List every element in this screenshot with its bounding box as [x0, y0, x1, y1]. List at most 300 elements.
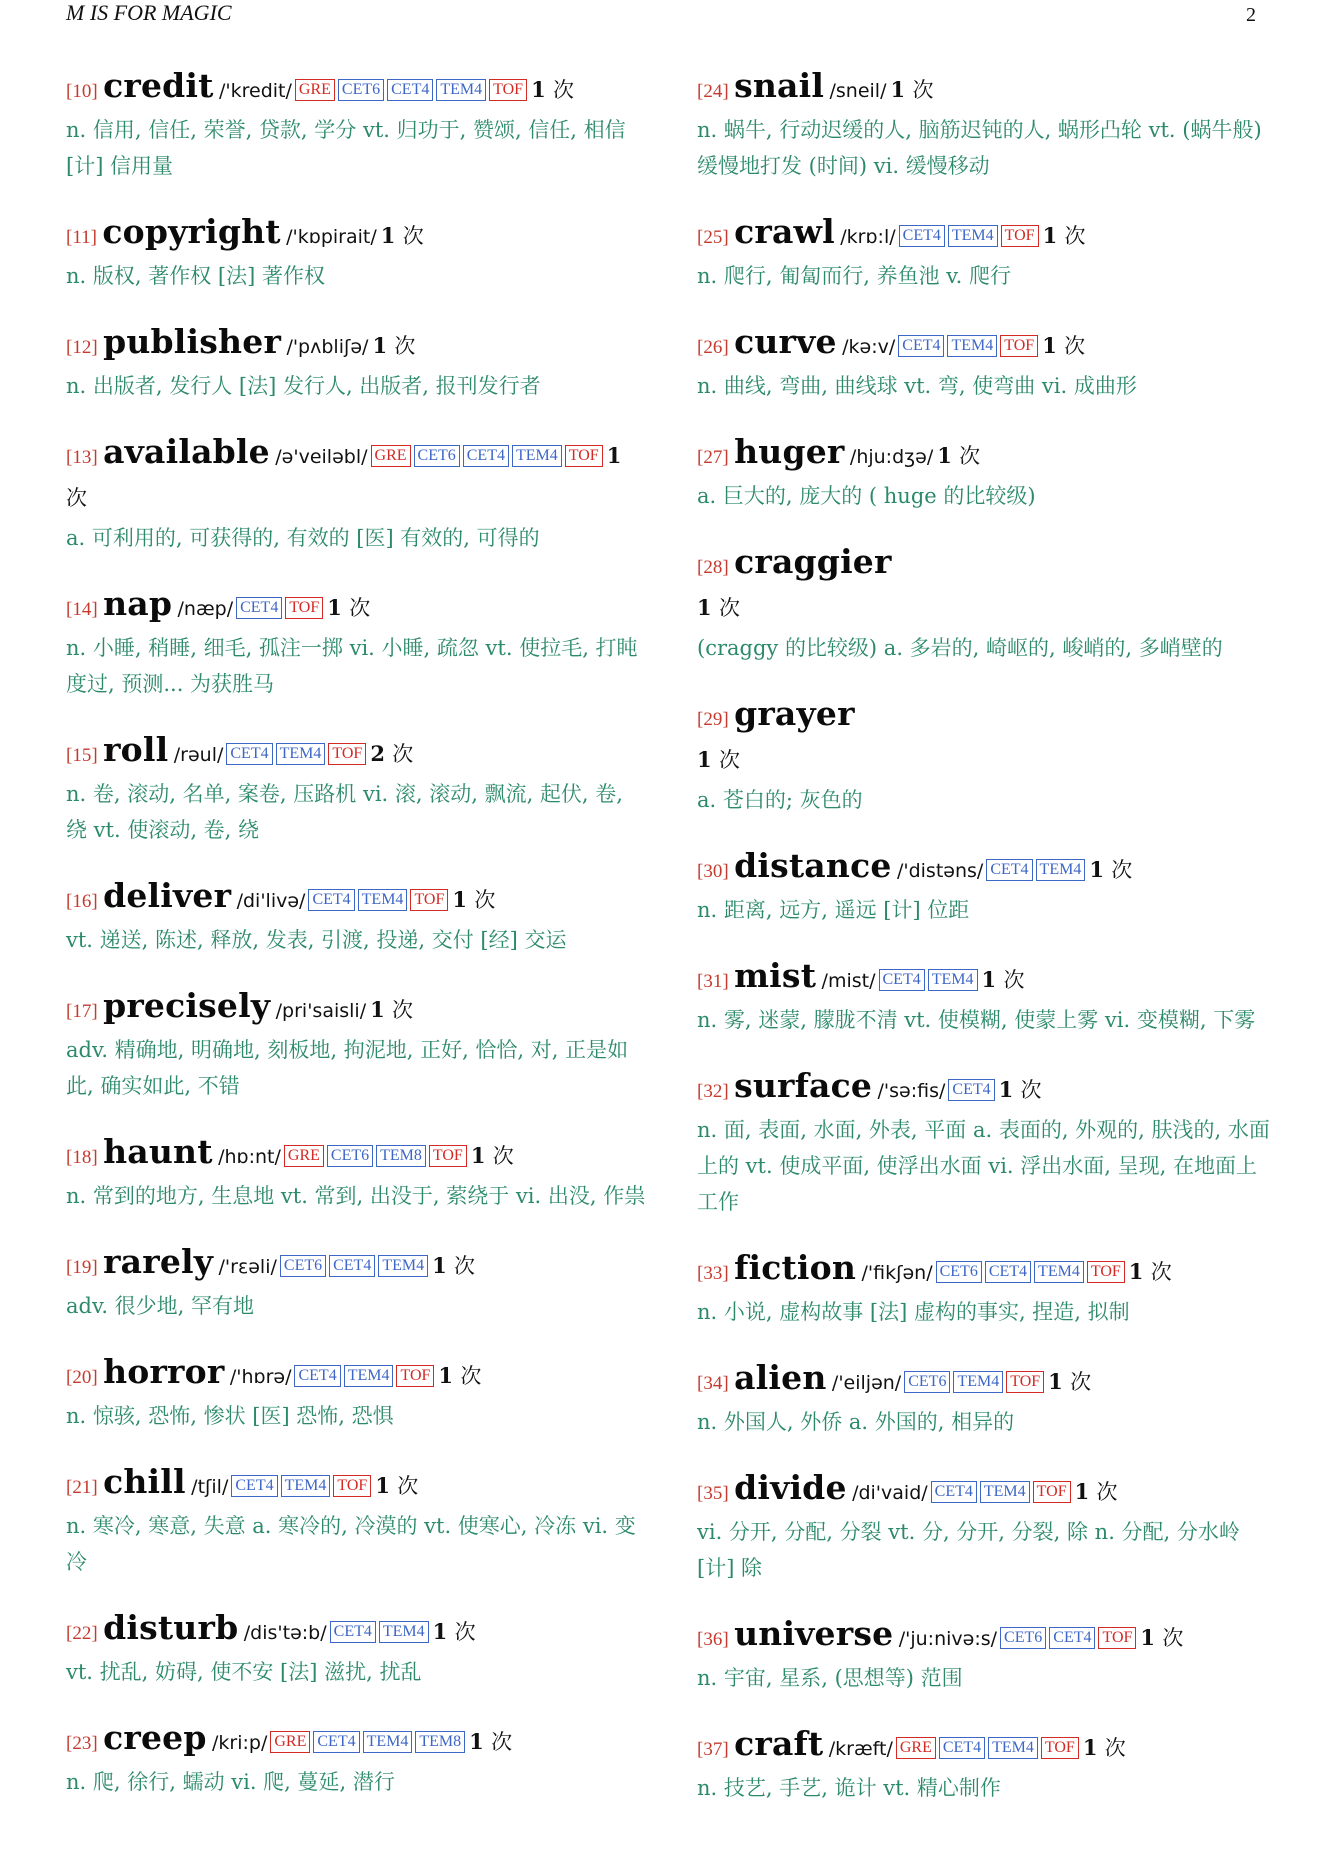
entry-number: [25]: [697, 227, 729, 248]
entry-number: [32]: [697, 1081, 729, 1102]
count-unit: 次: [492, 1144, 514, 1168]
count-value: 1: [937, 443, 952, 468]
phonetic: /'ju:nivə:s/: [898, 1628, 998, 1650]
definition: a. 巨大的, 庞大的 ( huge 的比较级): [697, 484, 1036, 508]
exam-tag: CET4: [898, 335, 944, 357]
entry-header: [66, 66, 646, 112]
definition: n. 版权, 著作权 [法] 著作权: [66, 264, 325, 288]
exam-tag: TEM4: [948, 225, 998, 247]
headword: creep: [103, 1718, 207, 1757]
exam-tag: CET4: [330, 1621, 376, 1643]
entry-header: [66, 730, 646, 776]
entry-header: [697, 1614, 1277, 1660]
entry-number: [30]: [697, 861, 729, 882]
entry-number: [14]: [66, 599, 98, 620]
exam-tag: CET4: [931, 1481, 977, 1503]
entry-header: [697, 66, 1277, 112]
vocab-entry: [697, 66, 1277, 184]
count-value: 2: [370, 741, 385, 766]
vocab-entry: [697, 1066, 1277, 1220]
vocab-entry: [66, 986, 646, 1104]
definition: a. 可利用的, 可获得的, 有效的 [医] 有效的, 可得的: [66, 526, 540, 550]
exam-tag: CET4: [948, 1079, 994, 1101]
entry-number: [10]: [66, 81, 98, 102]
definition: n. 曲线, 弯曲, 曲线球 vt. 弯, 使弯曲 vi. 成曲形: [697, 374, 1137, 398]
count-value: 1: [1140, 1625, 1156, 1650]
exam-tag: TEM4: [928, 969, 978, 991]
vocab-entry: [697, 1358, 1277, 1440]
headword: alien: [734, 1358, 827, 1397]
occurrence-count: [697, 747, 740, 772]
entry-header: [697, 432, 1277, 478]
definition: n. 宇宙, 星系, (思想等) 范围: [697, 1666, 963, 1690]
count-value: 1: [1089, 857, 1104, 882]
exam-tag: TEM4: [358, 889, 408, 911]
count-unit: 次: [912, 78, 934, 102]
entry-number: [16]: [66, 891, 98, 912]
occurrence-count: [438, 1363, 481, 1388]
count-value: 1: [1042, 223, 1058, 248]
occurrence-count: [1083, 1735, 1126, 1760]
count-unit: 次: [474, 888, 496, 912]
exam-tag: TEM4: [1034, 1261, 1084, 1283]
entry-number: [33]: [697, 1263, 729, 1284]
count-value: 1: [370, 997, 385, 1022]
count-value: 1: [1082, 1735, 1098, 1760]
entry-number: [28]: [697, 557, 729, 578]
vocab-entry: [66, 66, 646, 184]
vocab-entry: [66, 1352, 646, 1434]
occurrence-count: [433, 1619, 476, 1644]
headword: craft: [734, 1724, 824, 1763]
exam-tag: TEM4: [436, 79, 486, 101]
entry-header: [697, 1358, 1277, 1404]
occurrence-count: [531, 77, 574, 102]
vocab-entry: [66, 876, 646, 958]
count-unit: 次: [718, 596, 740, 620]
count-unit: 次: [392, 742, 414, 766]
definition: n. 爬, 徐行, 蠕动 vi. 爬, 蔓延, 潜行: [66, 1770, 395, 1794]
count-unit: 次: [718, 748, 740, 772]
definition: adv. 精确地, 明确地, 刻板地, 拘泥地, 正好, 恰恰, 对, 正是如此, 确实如此, 不错: [66, 1038, 629, 1098]
vocab-entry: [697, 1724, 1277, 1806]
phonetic: /'eiljən/: [831, 1372, 902, 1394]
headword: publisher: [103, 322, 282, 361]
count-unit: 次: [1150, 1260, 1172, 1284]
occurrence-count: [375, 1473, 418, 1498]
count-unit: 次: [460, 1364, 482, 1388]
count-value: 1: [470, 1143, 486, 1168]
headword: distance: [734, 846, 892, 885]
vocab-entry: [697, 846, 1277, 928]
page-title: M IS FOR MAGIC: [66, 0, 232, 25]
entry-header: [697, 1248, 1277, 1294]
exam-tag: CET4: [387, 79, 433, 101]
entry-number: [13]: [66, 447, 98, 468]
exam-tag: CET4: [899, 225, 945, 247]
occurrence-count: [1089, 857, 1132, 882]
phonetic: /'fikʃən/: [861, 1262, 933, 1284]
entry-number: [29]: [697, 709, 729, 730]
count-unit: 次: [1064, 334, 1086, 358]
vocab-entry: [697, 542, 1277, 666]
exam-tag: TEM4: [344, 1365, 394, 1387]
occurrence-count: [370, 997, 413, 1022]
exam-tag: TOF: [285, 597, 323, 619]
count-value: 1: [375, 1473, 390, 1498]
entry-header: [66, 1462, 646, 1508]
count-value: 1: [432, 1619, 448, 1644]
definition: n. 出版者, 发行人 [法] 发行人, 出版者, 报刊发行者: [66, 374, 541, 398]
count-value: 1: [981, 967, 997, 992]
exam-tag: TEM4: [276, 743, 326, 765]
count-unit: 次: [1020, 1078, 1042, 1102]
definition: vt. 递送, 陈述, 释放, 发表, 引渡, 投递, 交付 [经] 交运: [66, 928, 567, 952]
exam-tag: CET4: [313, 1731, 359, 1753]
count-unit: 次: [1104, 1736, 1126, 1760]
definition: a. 苍白的; 灰色的: [697, 788, 863, 812]
headword: divide: [734, 1468, 847, 1507]
phonetic: /hɒ:nt/: [218, 1146, 281, 1168]
vocab-entry: [66, 432, 646, 556]
entry-header: [66, 1352, 646, 1398]
exam-tag: CET6: [414, 445, 460, 467]
entry-header: [697, 542, 1277, 630]
phonetic: /'hɒrə/: [229, 1366, 292, 1388]
exam-tag: GRE: [371, 445, 411, 467]
definition: n. 惊骇, 恐怖, 惨状 [医] 恐怖, 恐惧: [66, 1404, 394, 1428]
page-header: [66, 0, 1256, 30]
exam-tag: CET4: [226, 743, 272, 765]
vocab-entry: [697, 956, 1277, 1038]
headword: chill: [103, 1462, 186, 1501]
exam-tag: TEM4: [988, 1737, 1038, 1759]
right-column: [697, 66, 1277, 1834]
vocab-entry: [697, 432, 1277, 514]
exam-tag: TEM4: [1036, 859, 1086, 881]
exam-tag: TOF: [429, 1145, 467, 1167]
phonetic: /dis'tə:b/: [243, 1622, 327, 1644]
count-unit: 次: [454, 1620, 476, 1644]
entry-number: [11]: [66, 227, 97, 248]
count-value: 1: [372, 333, 388, 358]
entry-number: [31]: [697, 971, 729, 992]
count-unit: 次: [66, 486, 87, 510]
definition: n. 距离, 远方, 遥远 [计] 位距: [697, 898, 970, 922]
occurrence-count: [381, 223, 424, 248]
exam-tag: GRE: [896, 1737, 936, 1759]
entry-number: [22]: [66, 1623, 98, 1644]
entry-number: [19]: [66, 1257, 98, 1278]
headword: precisely: [103, 986, 271, 1025]
definition: n. 常到的地方, 生息地 vt. 常到, 出没于, 萦绕于 vi. 出没, 作祟: [66, 1184, 646, 1208]
exam-tag: GRE: [295, 79, 335, 101]
entry-header: [66, 212, 646, 258]
entry-header: [66, 986, 646, 1032]
entry-number: [21]: [66, 1477, 98, 1498]
entry-number: [12]: [66, 337, 98, 358]
vocab-entry: [66, 1608, 646, 1690]
exam-tag: TOF: [396, 1365, 434, 1387]
exam-tag: CET4: [231, 1475, 277, 1497]
exam-tag: CET6: [904, 1371, 950, 1393]
definition: (craggy 的比较级) a. 多岩的, 崎岖的, 峻峭的, 多峭壁的: [697, 636, 1223, 660]
vocab-entry: [697, 212, 1277, 294]
headword: mist: [734, 956, 817, 995]
entry-header: [66, 432, 646, 520]
exam-tag: CET6: [338, 79, 384, 101]
occurrence-count: [1043, 223, 1086, 248]
phonetic: /kə:v/: [842, 336, 896, 358]
exam-tag: CET4: [1049, 1627, 1095, 1649]
definition: n. 面, 表面, 水面, 外表, 平面 a. 表面的, 外观的, 肤浅的, 水面上的 vt. 使成平面, 使浮出水面 vi. 浮出水面, 呈现, 在地面上工作: [697, 1118, 1270, 1214]
count-value: 1: [531, 77, 546, 102]
count-value: 1: [606, 443, 622, 468]
exam-tag: TOF: [565, 445, 603, 467]
entry-header: [66, 1718, 646, 1764]
exam-tag: TOF: [1006, 1371, 1044, 1393]
count-value: 1: [469, 1729, 484, 1754]
exam-tag: TEM4: [379, 1621, 429, 1643]
entry-number: [27]: [697, 447, 729, 468]
entry-number: [17]: [66, 1001, 98, 1022]
exam-tag: CET4: [294, 1365, 340, 1387]
exam-tag: TEM4: [281, 1475, 331, 1497]
phonetic: /'rεəli/: [218, 1256, 277, 1278]
entry-header: [697, 1066, 1277, 1112]
count-unit: 次: [1070, 1370, 1092, 1394]
exam-tag: GRE: [270, 1731, 310, 1753]
exam-tag: TOF: [328, 743, 366, 765]
headword: grayer: [734, 694, 855, 733]
count-unit: 次: [454, 1254, 476, 1278]
headword: crawl: [734, 212, 835, 251]
headword: haunt: [103, 1132, 213, 1171]
exam-tag: TOF: [1098, 1627, 1136, 1649]
occurrence-count: [982, 967, 1025, 992]
vocab-entry: [66, 730, 646, 848]
exam-tag: TOF: [1001, 225, 1039, 247]
count-value: 1: [327, 595, 342, 620]
phonetic: /mist/: [821, 970, 876, 992]
headword: horror: [103, 1352, 225, 1391]
exam-tag: TOF: [489, 79, 527, 101]
exam-tag: CET4: [329, 1255, 375, 1277]
count-unit: 次: [1162, 1626, 1184, 1650]
vocab-entry: [66, 322, 646, 404]
occurrence-count: [452, 887, 495, 912]
entry-header: [697, 846, 1277, 892]
entry-header: [697, 212, 1277, 258]
entry-header: [66, 584, 646, 630]
page-number: 2: [1246, 4, 1256, 26]
exam-tag: TEM8: [376, 1145, 426, 1167]
headword: nap: [103, 584, 173, 623]
vocab-entry: [66, 1242, 646, 1324]
occurrence-count: [999, 1077, 1042, 1102]
count-unit: 次: [959, 444, 981, 468]
exam-tag: CET4: [985, 1261, 1031, 1283]
definition: n. 小睡, 稍睡, 细毛, 孤注一掷 vi. 小睡, 疏忽 vt. 使拉毛, 打盹度过, 预测... 为获胜马: [66, 636, 638, 696]
phonetic: /kri:p/: [212, 1732, 268, 1754]
count-unit: 次: [491, 1730, 513, 1754]
entry-number: [34]: [697, 1373, 729, 1394]
exam-tag: TEM4: [953, 1371, 1003, 1393]
exam-tag: TOF: [1033, 1481, 1071, 1503]
exam-tag: CET6: [327, 1145, 373, 1167]
count-value: 1: [452, 887, 467, 912]
exam-tag: TEM4: [512, 445, 562, 467]
phonetic: /tʃil/: [191, 1476, 229, 1498]
definition: n. 爬行, 匍匐而行, 养鱼池 v. 爬行: [697, 264, 1011, 288]
vocab-entry: [697, 322, 1277, 404]
phonetic: /næp/: [177, 598, 234, 620]
occurrence-count: [471, 1143, 514, 1168]
occurrence-count: [891, 77, 934, 102]
definition: n. 小说, 虚构故事 [法] 虚构的事实, 捏造, 拟制: [697, 1300, 1130, 1324]
count-value: 1: [1048, 1369, 1063, 1394]
entry-number: [26]: [697, 337, 729, 358]
exam-tag: TEM4: [363, 1731, 413, 1753]
occurrence-count: [1140, 1625, 1183, 1650]
entry-header: [697, 956, 1277, 1002]
vocab-entry: [697, 1468, 1277, 1586]
phonetic: /ə'veiləbl/: [275, 446, 368, 468]
headword: curve: [734, 322, 837, 361]
exam-tag: TEM8: [415, 1731, 465, 1753]
entry-number: [35]: [697, 1483, 729, 1504]
phonetic: /'kɒpirait/: [286, 226, 377, 248]
occurrence-count: [937, 443, 980, 468]
headword: craggier: [734, 542, 892, 581]
occurrence-count: [370, 741, 413, 766]
occurrence-count: [1129, 1259, 1172, 1284]
entry-number: [23]: [66, 1733, 98, 1754]
occurrence-count: [432, 1253, 475, 1278]
exam-tag: CET6: [1000, 1627, 1046, 1649]
headword: deliver: [103, 876, 232, 915]
occurrence-count: [327, 595, 370, 620]
phonetic: /'kredit/: [219, 80, 292, 102]
definition: n. 寒冷, 寒意, 失意 a. 寒冷的, 冷漠的 vt. 使寒心, 冷冻 vi. 变冷: [66, 1514, 636, 1574]
headword: rarely: [103, 1242, 214, 1281]
phonetic: /di'vaid/: [852, 1482, 928, 1504]
vocab-entry: [697, 1248, 1277, 1330]
exam-tag: CET4: [463, 445, 509, 467]
exam-tag: CET4: [308, 889, 354, 911]
exam-tag: CET4: [879, 969, 925, 991]
count-unit: 次: [1096, 1480, 1118, 1504]
headword: huger: [734, 432, 845, 471]
phonetic: /krɒ:l/: [840, 226, 896, 248]
count-value: 1: [1042, 333, 1057, 358]
count-unit: 次: [397, 1474, 419, 1498]
exam-tag: TEM4: [947, 335, 997, 357]
count-unit: 次: [553, 78, 574, 102]
count-unit: 次: [1064, 224, 1086, 248]
exam-tag: TEM4: [980, 1481, 1030, 1503]
vocab-entry: [66, 1718, 646, 1800]
count-value: 1: [1074, 1479, 1090, 1504]
count-value: 1: [1128, 1259, 1144, 1284]
entry-header: [697, 1724, 1277, 1770]
definition: vt. 扰乱, 妨碍, 使不安 [法] 滋扰, 扰乱: [66, 1660, 422, 1684]
entry-header: [66, 1242, 646, 1288]
exam-tag: CET4: [236, 597, 282, 619]
vocab-entry: [697, 694, 1277, 818]
exam-tag: CET6: [936, 1261, 982, 1283]
definition: n. 雾, 迷蒙, 朦胧不清 vt. 使模糊, 使蒙上雾 vi. 变模糊, 下雾: [697, 1008, 1256, 1032]
definition: adv. 很少地, 罕有地: [66, 1294, 255, 1318]
entry-header: [697, 694, 1277, 782]
count-unit: 次: [394, 334, 416, 358]
count-unit: 次: [1003, 968, 1025, 992]
exam-tag: TOF: [1041, 1737, 1079, 1759]
entry-number: [36]: [697, 1629, 729, 1650]
entry-header: [697, 1468, 1277, 1514]
vocab-entry: [66, 1462, 646, 1580]
occurrence-count: [1048, 1369, 1091, 1394]
entry-header: [66, 1132, 646, 1178]
headword: credit: [103, 66, 214, 105]
headword: fiction: [734, 1248, 857, 1287]
exam-tag: TEM4: [378, 1255, 428, 1277]
occurrence-count: [1042, 333, 1085, 358]
exam-tag: CET4: [939, 1737, 985, 1759]
vocab-entry: [66, 212, 646, 294]
exam-tag: GRE: [284, 1145, 324, 1167]
count-value: 1: [380, 223, 396, 248]
phonetic: /kræft/: [828, 1738, 893, 1760]
occurrence-count: [1075, 1479, 1118, 1504]
count-value: 1: [438, 1363, 454, 1388]
headword: roll: [103, 730, 169, 769]
left-column: [66, 66, 646, 1828]
headword: surface: [734, 1066, 873, 1105]
entry-header: [66, 1608, 646, 1654]
entry-header: [697, 322, 1277, 368]
exam-tag: CET6: [280, 1255, 326, 1277]
count-unit: 次: [349, 596, 371, 620]
exam-tag: TOF: [1087, 1261, 1125, 1283]
entry-number: [15]: [66, 745, 98, 766]
definition: n. 蜗牛, 行动迟缓的人, 脑筋迟钝的人, 蜗形凸轮 vt. (蜗牛般) 缓慢地打发 (时间) vi. 缓慢移动: [697, 118, 1262, 178]
phonetic: /sneil/: [829, 80, 887, 102]
vocab-entry: [66, 1132, 646, 1214]
vocab-entry: [66, 584, 646, 702]
count-unit: 次: [392, 998, 414, 1022]
count-unit: 次: [1111, 858, 1133, 882]
exam-tag: TOF: [333, 1475, 371, 1497]
count-value: 1: [697, 747, 712, 772]
definition: n. 信用, 信任, 荣誉, 贷款, 学分 vt. 归功于, 赞颂, 信任, 相信 [计] 信用量: [66, 118, 626, 178]
phonetic: /'pʌbliʃə/: [286, 336, 369, 358]
headword: disturb: [103, 1608, 239, 1647]
headword: available: [103, 432, 270, 471]
phonetic: /rəul/: [173, 744, 224, 766]
occurrence-count: [372, 333, 415, 358]
exam-tag: TOF: [410, 889, 448, 911]
entry-number: [18]: [66, 1147, 98, 1168]
headword: copyright: [102, 212, 281, 251]
definition: n. 卷, 滚动, 名单, 案卷, 压路机 vi. 滚, 滚动, 飘流, 起伏, 卷, 绕 vt. 使滚动, 卷, 绕: [66, 782, 623, 842]
exam-tag: TOF: [1000, 335, 1038, 357]
count-value: 1: [697, 595, 712, 620]
count-value: 1: [890, 77, 906, 102]
vocab-entry: [697, 1614, 1277, 1696]
definition: n. 技艺, 手艺, 诡计 vt. 精心制作: [697, 1776, 1001, 1800]
occurrence-count: [469, 1729, 512, 1754]
